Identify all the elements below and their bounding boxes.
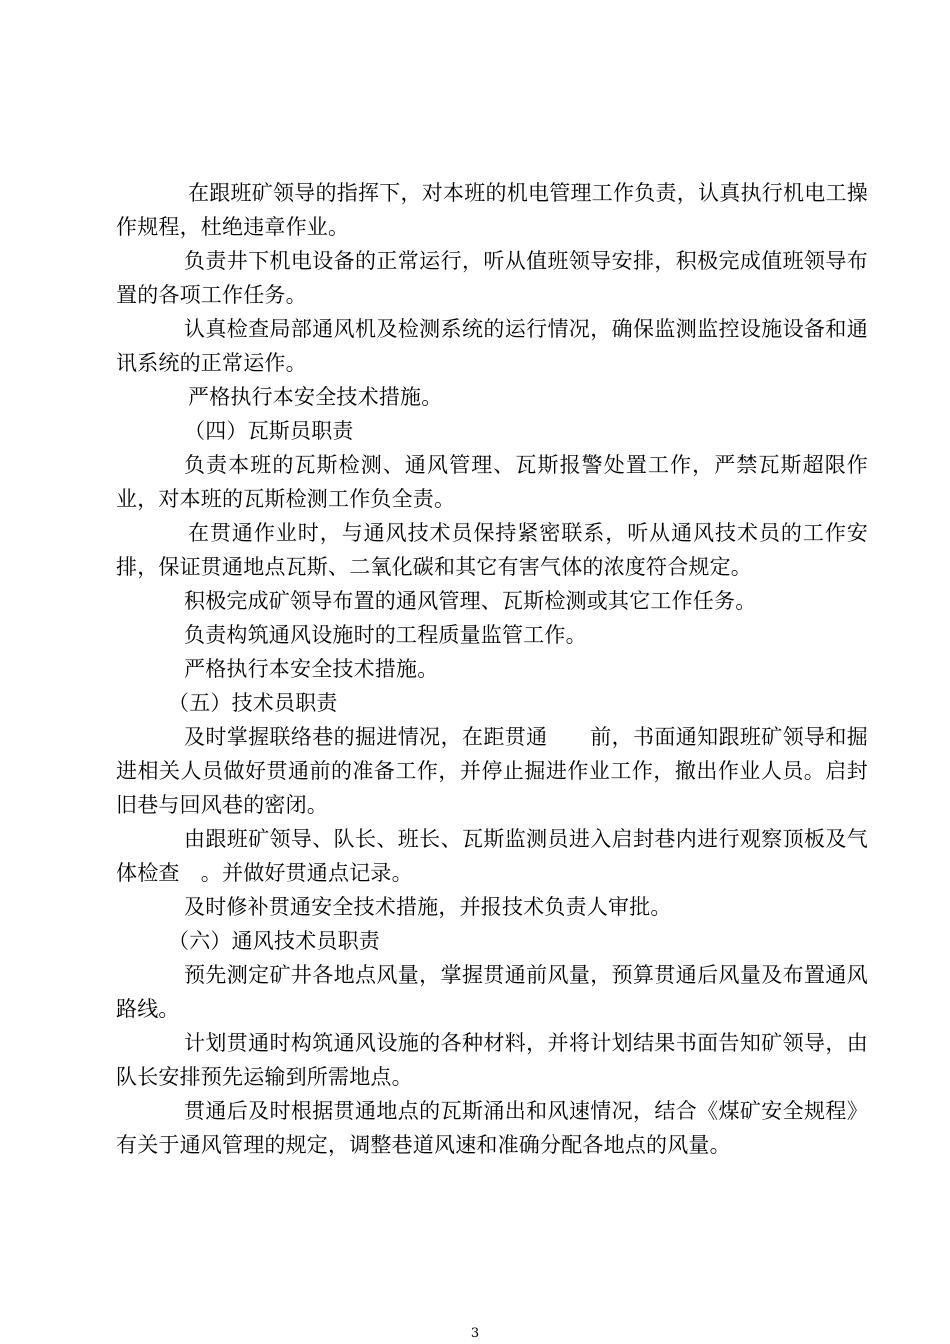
paragraph-gas-duty-4: 负责构筑通风设施时的工程质量监管工作。 bbox=[184, 623, 587, 647]
paragraph-ventilation-duty-3: 贯通后及时根据贯通地点的瓦斯涌出和风速情况，结合《煤矿安全规程》有关于通风管理的规定，调整巷道风速和准确分配各地点的风量。 bbox=[116, 1099, 868, 1157]
document-body bbox=[116, 176, 868, 1162]
section-heading-technician: （五）技术员职责 bbox=[168, 691, 338, 715]
paragraph-electrical-duty-4: 严格执行本安全技术措施。 bbox=[188, 385, 443, 409]
paragraph-technician-duty-3: 及时修补贯通安全技术措施，并报技术负责人审批。 bbox=[184, 895, 672, 919]
paragraph-electrical-duty-3: 认真检查局部通风机及检测系统的运行情况，确保监测监控设施设备和通讯系统的正常运作。 bbox=[116, 317, 868, 375]
paragraph-electrical-duty-1: 在跟班矿领导的指挥下，对本班的机电管理工作负责，认真执行机电工操作规程，杜绝违章作业。 bbox=[116, 181, 868, 239]
paragraph-gas-duty-2: 在贯通作业时，与通风技术员保持紧密联系，听从通风技术员的工作安排，保证贯通地点瓦斯、二氧化碳和其它有害气体的浓度符合规定。 bbox=[116, 521, 868, 579]
paragraph-electrical-duty-2: 负责井下机电设备的正常运行，听从值班领导安排，积极完成值班领导布置的各项工作任务。 bbox=[116, 249, 868, 307]
paragraph-ventilation-duty-2: 计划贯通时构筑通风设施的各种材料，并将计划结果书面告知矿领导，由队长安排预先运输到所需地点。 bbox=[116, 1031, 868, 1089]
paragraph-technician-duty-2: 由跟班矿领导、队长、班长、瓦斯监测员进入启封巷内进行观察顶板及气体检查 。并做好贯通点记录。 bbox=[116, 827, 868, 885]
section-heading-gas-inspector: （四）瓦斯员职责 bbox=[184, 419, 354, 443]
page-number: 3 bbox=[470, 1326, 480, 1341]
paragraph-gas-duty-5: 严格执行本安全技术措施。 bbox=[184, 657, 439, 681]
paragraph-gas-duty-1: 负责本班的瓦斯检测、通风管理、瓦斯报警处置工作，严禁瓦斯超限作业，对本班的瓦斯检测工作负全责。 bbox=[116, 453, 868, 511]
paragraph-technician-duty-1: 及时掌握联络巷的掘进情况，在距贯通 前，书面通知跟班矿领导和掘进相关人员做好贯通前的准备工作，并停止掘进作业工作，撤出作业人员。启封旧巷与回风巷的密闭。 bbox=[116, 725, 868, 817]
section-heading-ventilation-technician: （六）通风技术员职责 bbox=[168, 929, 380, 953]
paragraph-ventilation-duty-1: 预先测定矿井各地点风量，掌握贯通前风量，预算贯通后风量及布置通风路线。 bbox=[116, 963, 868, 1021]
paragraph-gas-duty-3: 积极完成矿领导布置的通风管理、瓦斯检测或其它工作任务。 bbox=[184, 589, 757, 613]
